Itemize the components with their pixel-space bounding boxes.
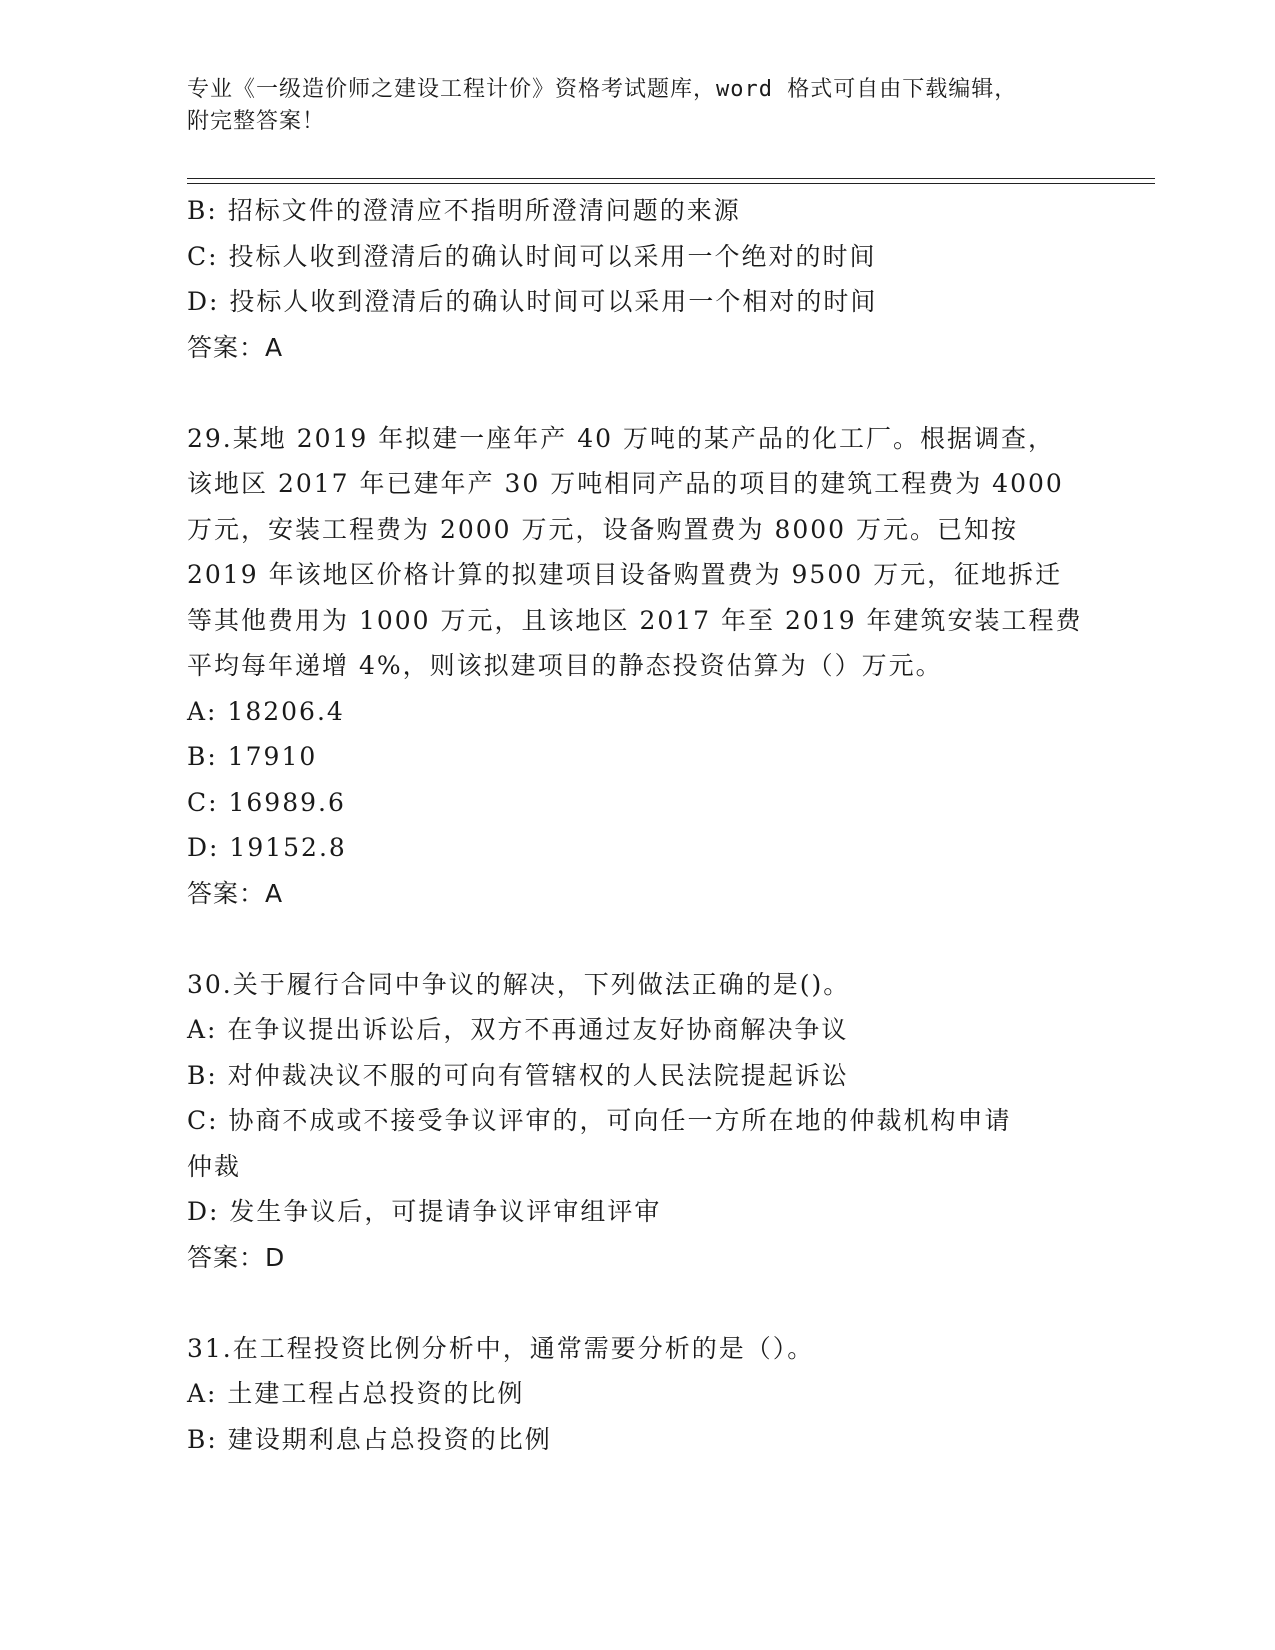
option-c-continued: 仲裁: [187, 1151, 242, 1181]
question-29: [187, 416, 1087, 917]
option-b: B: 对仲裁决议不服的可向有管辖权的人民法院提起诉讼: [187, 1060, 849, 1090]
option-a: A: 土建工程占总投资的比例: [187, 1379, 525, 1408]
header-divider: [187, 183, 1155, 184]
option-c: C: 协商不成或不接受争议评审的，可向任一方所在地的仲裁机构申请: [187, 1106, 1012, 1135]
question-stem: 31.在工程投资比例分析中，通常需要分析的是（）。: [187, 1333, 815, 1363]
option-d: D: 投标人收到澄清后的确认时间可以采用一个相对的时间: [187, 287, 878, 316]
option-a: A: 18206.4: [187, 696, 345, 726]
question-stem: 29.某地 2019 年拟建一座年产 40 万吨的某产品的化工厂。根据调查，: [187, 423, 1055, 453]
document-header: [187, 74, 1087, 138]
option-b: B: 招标文件的澄清应不指明所澄清问题的来源: [187, 196, 741, 225]
question-28-tail: [187, 188, 1087, 370]
option-d: D: 19152.8: [187, 833, 347, 862]
question-31: [187, 1326, 1087, 1463]
option-a: A: 在争议提出诉讼后，双方不再通过友好协商解决争议: [187, 1015, 849, 1044]
header-line: 专业《一级造价师之建设工程计价》资格考试题库，word 格式可自由下载编辑，: [187, 77, 1018, 102]
option-b: B: 建设期利息占总投资的比例: [187, 1424, 552, 1454]
question-30: [187, 962, 1087, 1281]
question-list: [187, 188, 1087, 1462]
answer: 答案：D: [187, 1242, 286, 1272]
header-line: 附完整答案！: [187, 109, 326, 134]
question-stem: 2019 年该地区价格计算的拟建项目设备购置费为 9500 万元，征地拆迁: [187, 560, 1063, 589]
answer: 答案：A: [187, 332, 284, 362]
option-b: B: 17910: [187, 742, 318, 771]
question-stem: 万元，安装工程费为 2000 万元，设备购置费为 8000 万元。已知按: [187, 514, 1019, 544]
option-c: C: 16989.6: [187, 787, 346, 817]
question-stem: 30.关于履行合同中争议的解决，下列做法正确的是()。: [187, 969, 851, 999]
question-stem: 该地区 2017 年已建年产 30 万吨相同产品的项目的建筑工程费为 4000: [187, 469, 1064, 498]
option-c: C: 投标人收到澄清后的确认时间可以采用一个绝对的时间: [187, 241, 877, 271]
option-d: D: 发生争议后，可提请争议评审组评审: [187, 1197, 662, 1226]
answer: 答案：A: [187, 878, 284, 908]
question-stem: 平均每年递增 4%，则该拟建项目的静态投资估算为（）万元。: [187, 651, 943, 680]
question-stem: 等其他费用为 1000 万元，且该地区 2017 年至 2019 年建筑安装工程费: [187, 605, 1083, 635]
header-divider: [187, 178, 1155, 179]
